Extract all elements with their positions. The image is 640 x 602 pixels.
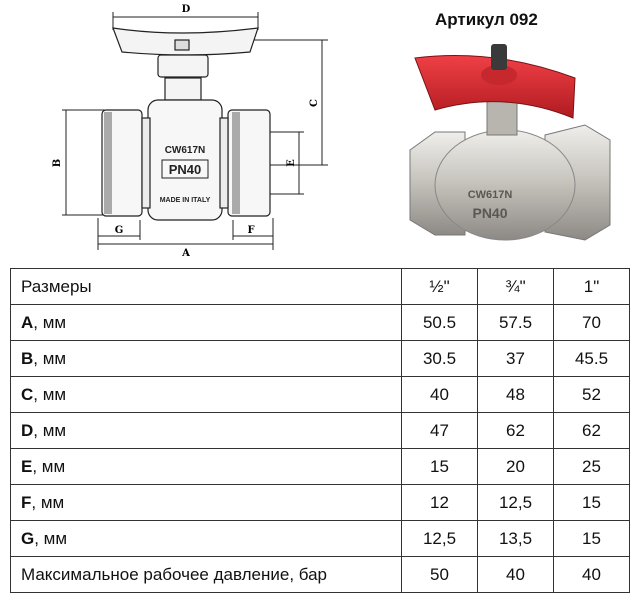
table-cell: 15 (554, 521, 630, 557)
table-row (11, 341, 630, 377)
valve-handle-outline (113, 28, 258, 100)
dimension-label-f: F (247, 225, 255, 236)
technical-drawing (0, 0, 340, 265)
table-cell: 52 (554, 377, 630, 413)
param-name: C (21, 384, 34, 404)
table-cell: 50 (402, 557, 478, 593)
param-unit: , мм (33, 420, 67, 440)
table-cell: 25 (554, 449, 630, 485)
table-cell: 45.5 (554, 341, 630, 377)
article-title: Артикул 092 (435, 10, 538, 29)
table-cell: 15 (402, 449, 478, 485)
table-cell: 62 (478, 413, 554, 449)
table-cell: 40 (478, 557, 554, 593)
param-name: B (21, 348, 34, 368)
param-name: D (21, 420, 34, 440)
table-cell: 40 (554, 557, 630, 593)
table-cell: 13,5 (478, 521, 554, 557)
table-row (11, 305, 630, 341)
table-row (11, 413, 630, 449)
table-cell: 12,5 (402, 521, 478, 557)
table-cell: 40 (402, 377, 478, 413)
table-row (11, 485, 630, 521)
dimension-label-c: C (309, 99, 320, 107)
param-name: E (21, 456, 33, 476)
header-label: Размеры (11, 269, 402, 305)
table-cell: 62 (554, 413, 630, 449)
table-cell: 37 (478, 341, 554, 377)
table-cell: 30.5 (402, 341, 478, 377)
drawing-marking-pressure: PN40 (168, 162, 202, 177)
table-cell: 70 (554, 305, 630, 341)
table-cell: 12,5 (478, 485, 554, 521)
photo-marking-pressure: PN40 (472, 205, 508, 221)
table-row (11, 377, 630, 413)
table-row (11, 449, 630, 485)
drawing-marking-origin: MADE IN ITALY (159, 197, 211, 204)
drawing-marking-material: CW617N (164, 145, 206, 156)
param-name: F (21, 492, 32, 512)
param-unit: , мм (33, 348, 67, 368)
param-name: A (21, 312, 34, 332)
table-header-row (11, 269, 630, 305)
photo-marking-material: CW617N (467, 189, 513, 201)
pressure-label: Максимальное рабочее давление, бар (11, 557, 402, 593)
param-unit: , мм (31, 492, 65, 512)
valve-photo (395, 0, 640, 265)
dimension-label-b: B (52, 158, 63, 168)
param-unit: , мм (32, 456, 66, 476)
table-cell: 20 (478, 449, 554, 485)
param-unit: , мм (33, 384, 67, 404)
table-cell: 47 (402, 413, 478, 449)
dimension-label-g: G (114, 225, 124, 236)
dimension-label-e: E (286, 159, 297, 167)
header-size-one: 1" (554, 269, 630, 305)
table-cell: 48 (478, 377, 554, 413)
table-cell: 57.5 (478, 305, 554, 341)
specification-table (10, 268, 630, 593)
dimension-label-d: D (181, 4, 191, 15)
param-unit: , мм (33, 312, 67, 332)
table-cell: 15 (554, 485, 630, 521)
header-size-three-quarter: ¾" (478, 269, 554, 305)
dimension-label-a: A (182, 248, 190, 259)
product-photo-area (395, 0, 640, 265)
param-unit: , мм (34, 528, 68, 548)
header-size-half: ½" (402, 269, 478, 305)
table-cell: 50.5 (402, 305, 478, 341)
param-name: G (21, 528, 35, 548)
pressure-row (11, 557, 630, 593)
table-cell: 12 (402, 485, 478, 521)
table-row (11, 521, 630, 557)
